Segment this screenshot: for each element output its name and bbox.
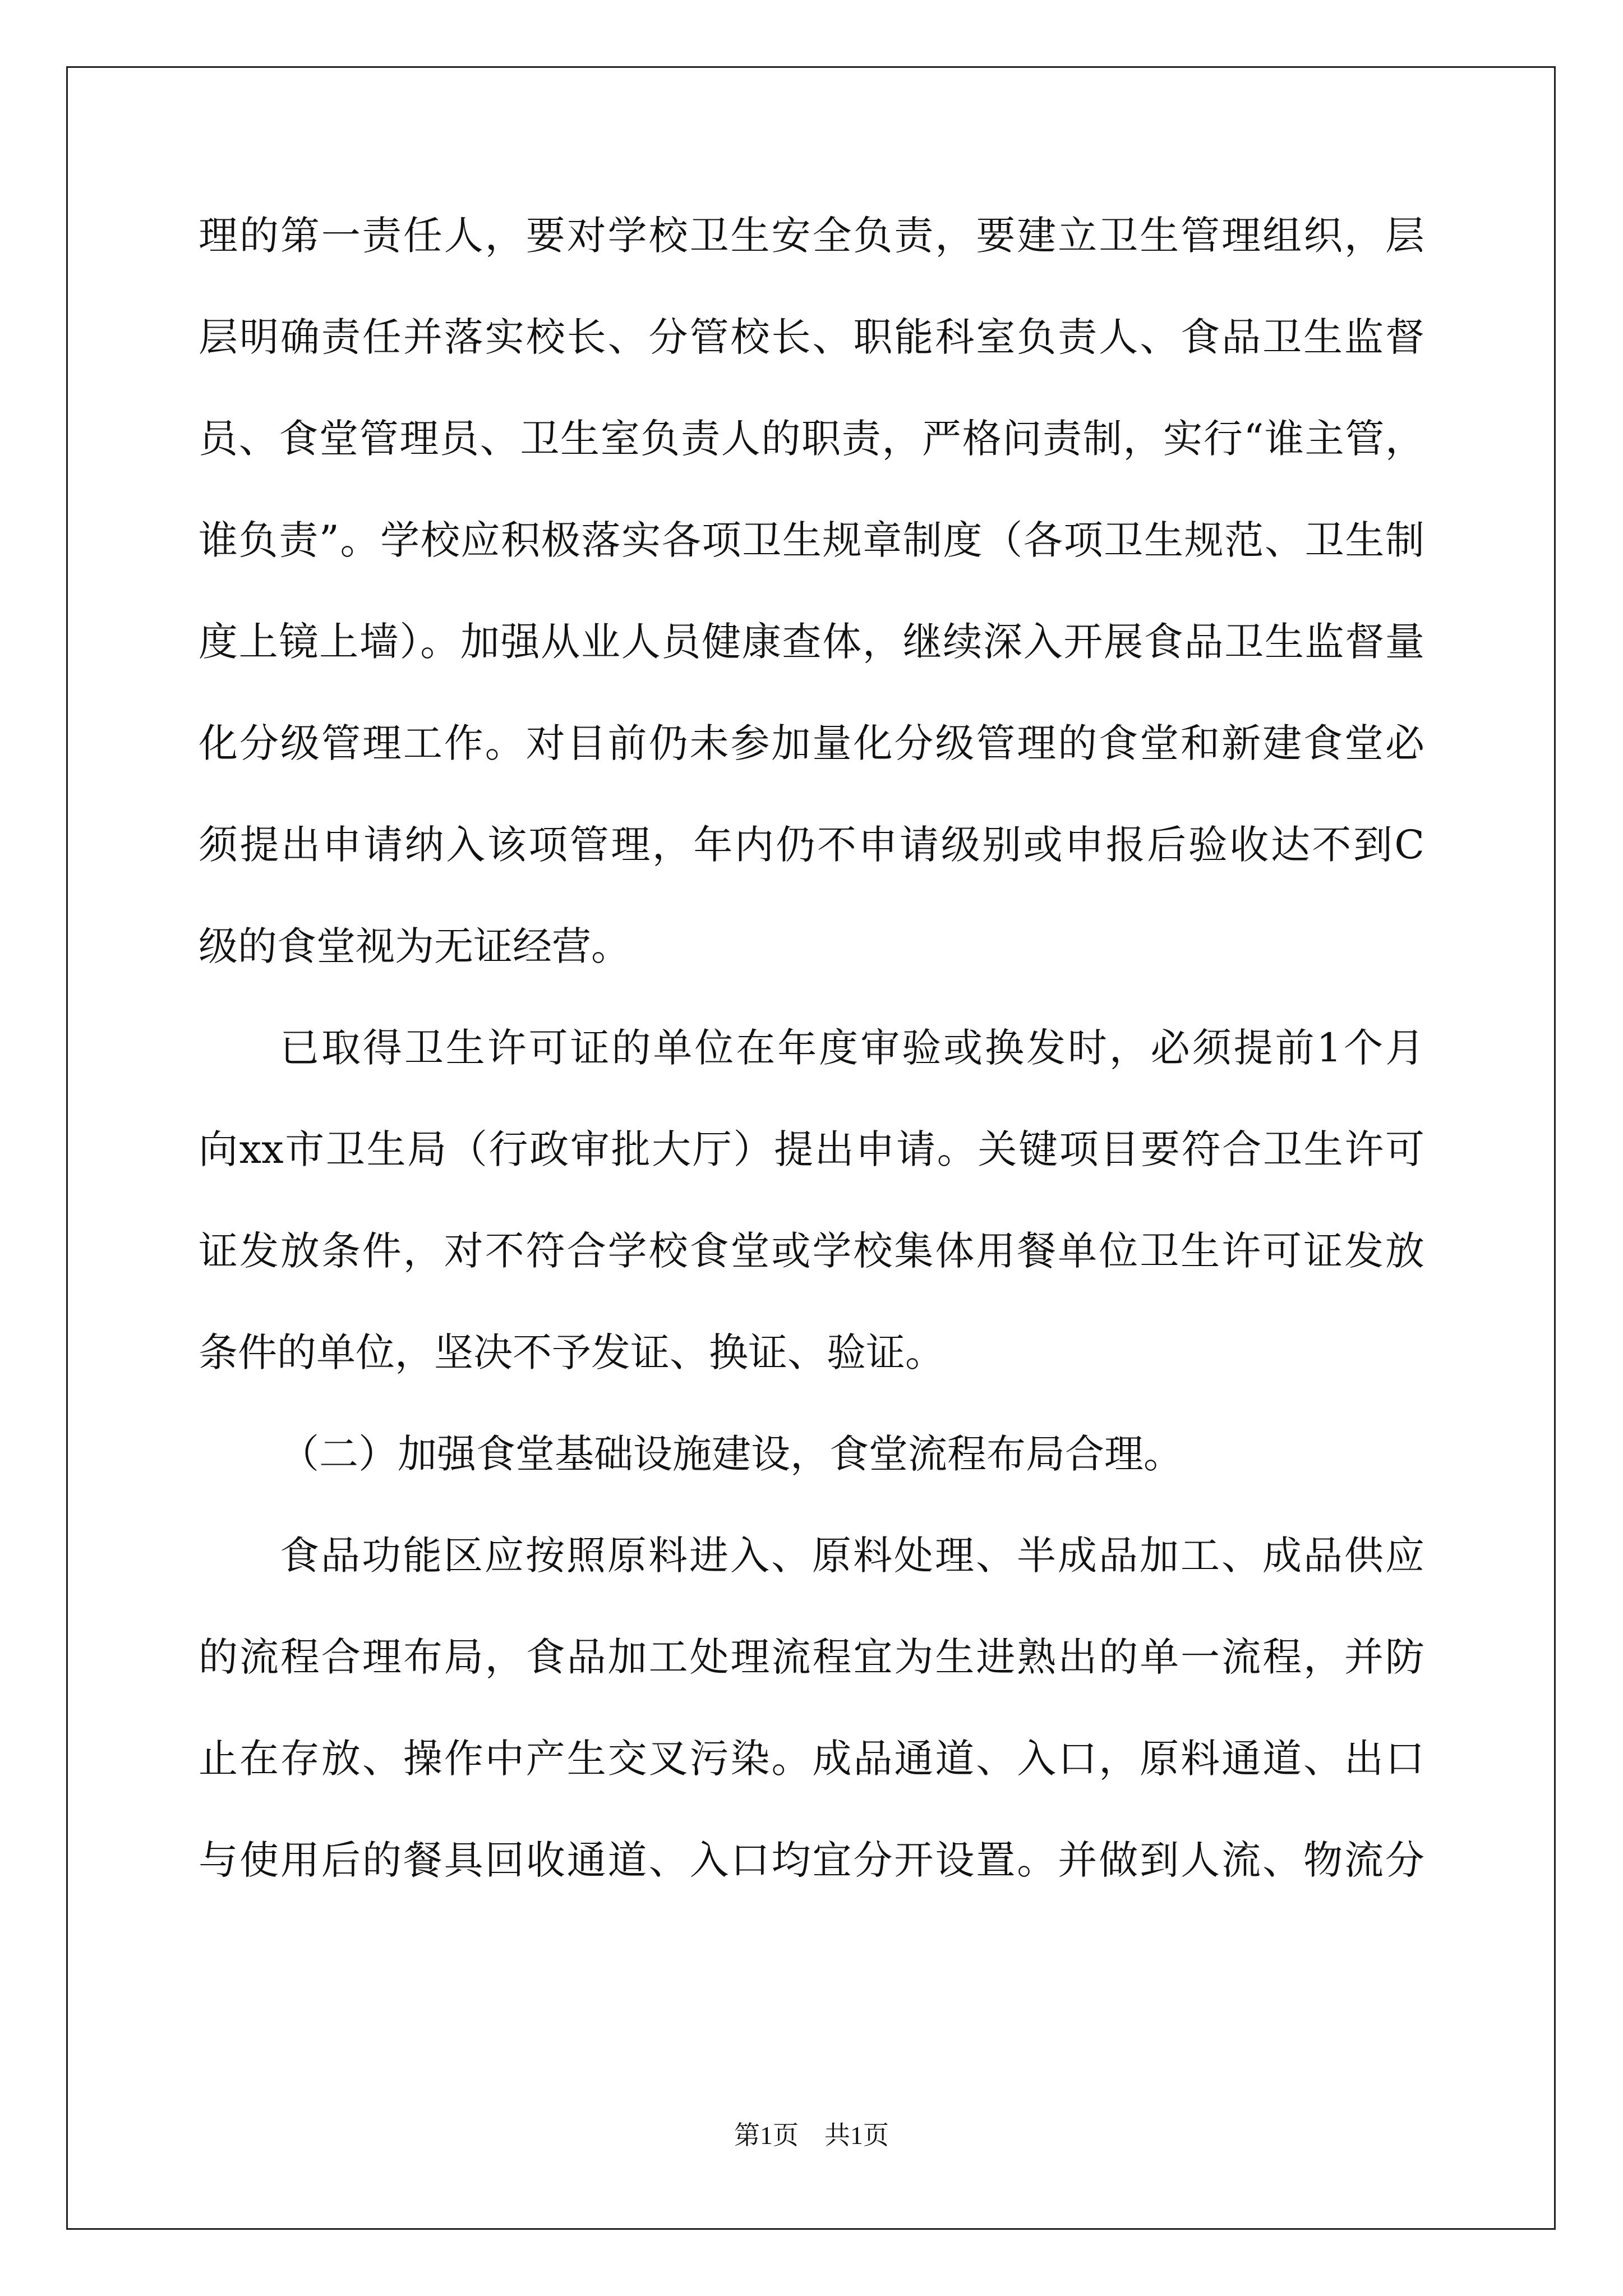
text-line: 证发放条件，对不符合学校食堂或学校集体用餐单位卫生许可证发放 <box>199 1228 1424 1274</box>
text-line: 条件的单位，坚决不予发证、换证、验证。 <box>199 1329 944 1375</box>
text-line: 员、食堂管理员、卫生室负责人的职责，严格问责制，实行“谁主管， <box>199 416 1424 462</box>
text-line: 与使用后的餐具回收通道、入口均宜分开设置。并做到人流、物流分 <box>199 1837 1424 1883</box>
section-heading <box>199 1431 1424 1536</box>
text-line: 食品功能区应按照原料进入、原料处理、半成品加工、成品供应 <box>280 1533 1424 1579</box>
paragraph-1 <box>199 213 1424 1028</box>
text-line: 谁负责”。学校应积极落实各项卫生规章制度（各项卫生规范、卫生制 <box>199 517 1424 563</box>
text-line: 化分级管理工作。对目前仍未参加量化分级管理的食堂和新建食堂必 <box>199 720 1424 766</box>
text-line: 止在存放、操作中产生交叉污染。成品通道、入口，原料通道、出口 <box>199 1736 1424 1782</box>
paragraph-3 <box>199 1533 1424 1942</box>
text-line: 的流程合理布局，食品加工处理流程宜为生进熟出的单一流程，并防 <box>199 1634 1424 1680</box>
text-line: 度上镜上墙）。加强从业人员健康查体，继续深入开展食品卫生监督量 <box>199 619 1424 665</box>
paragraph-2 <box>199 1025 1424 1434</box>
text-line: 须提出申请纳入该项管理，年内仍不申请级别或申报后验收达不到C <box>199 822 1424 868</box>
text-line: 已取得卫生许可证的单位在年度审验或换发时，必须提前1个月 <box>280 1025 1424 1071</box>
text-line: 层明确责任并落实校长、分管校长、职能科室负责人、食品卫生监督 <box>199 314 1424 360</box>
document-body <box>199 213 1424 1942</box>
text-line: 向xx市卫生局（行政审批大厅）提出申请。关键项目要符合卫生许可 <box>199 1126 1424 1172</box>
text-line: 级的食堂视为无证经营。 <box>199 923 630 969</box>
text-line: 理的第一责任人，要对学校卫生安全负责，要建立卫生管理组织，层 <box>199 213 1424 259</box>
heading-line: （二）加强食堂基础设施建设，食堂流程布局合理。 <box>280 1431 1183 1477</box>
page-number-footer: 第1页 共1页 <box>734 2121 889 2150</box>
